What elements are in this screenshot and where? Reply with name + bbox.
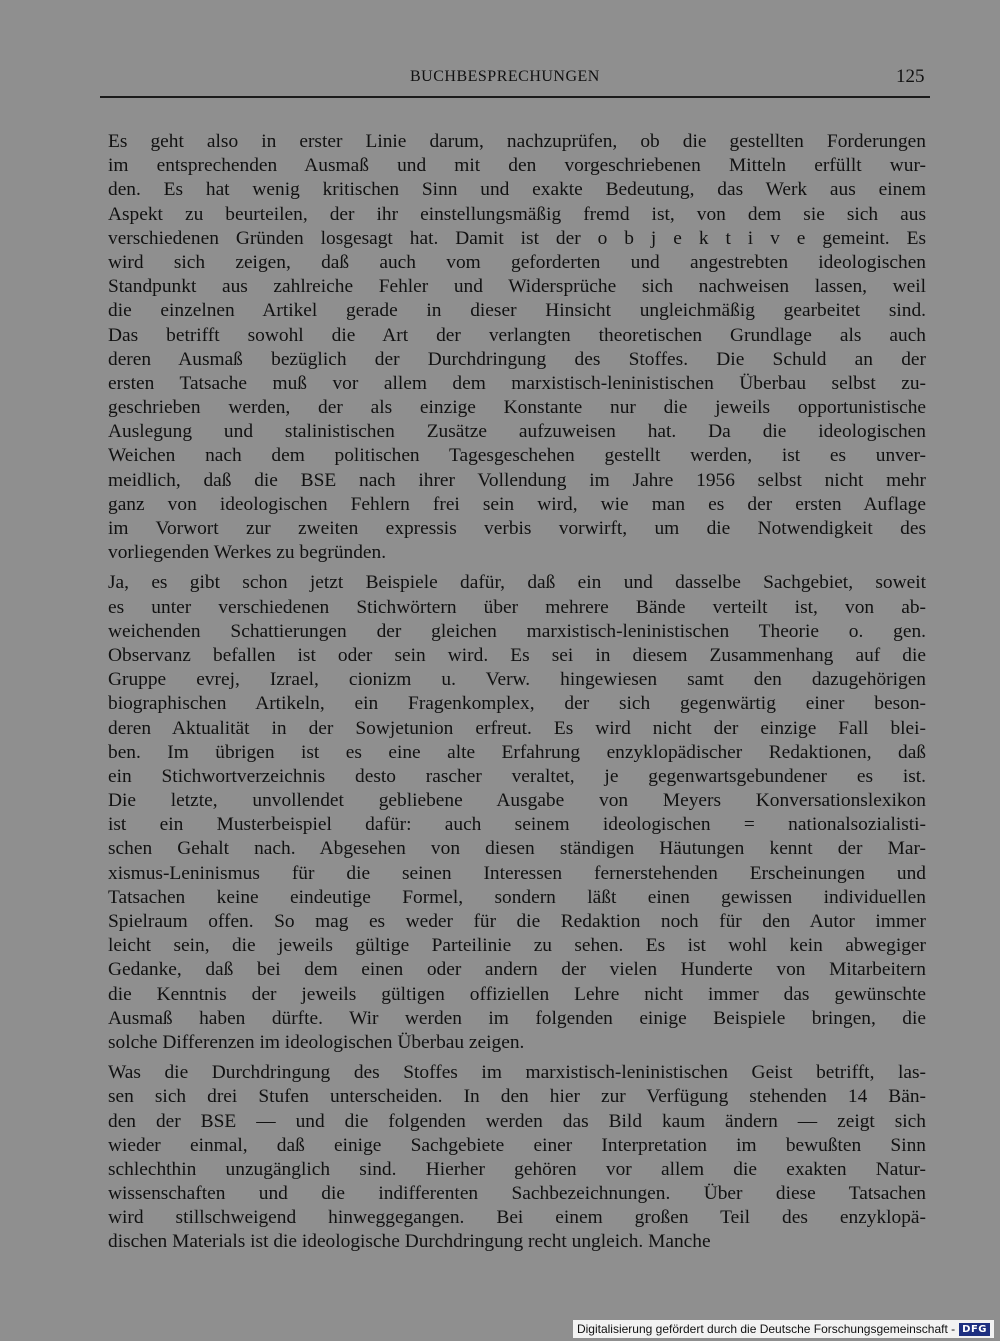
- text-line: dischen Materials ist die ideologische Durchdringung recht ungleich. Manche: [108, 1231, 711, 1253]
- text-line: biographischen Artikeln, ein Fragenkomplex, der sich gegenwärtig einer beson-: [108, 693, 926, 715]
- text-line: verschiedenen Gründen losgesagt hat. Damit ist der o b j e k t i v e gemeint. Es: [108, 227, 926, 249]
- text-line: sen sich drei Stufen unterscheiden. In den hier zur Verfügung stehenden 14 Bän-: [108, 1086, 926, 1108]
- text-line: den der BSE — und die folgenden werden das Bild kaum ändern — zeigt sich: [108, 1110, 926, 1132]
- text-line: weichenden Schattierungen der gleichen marxistisch-leninistischen Theorie o. gen.: [108, 620, 926, 642]
- running-head: [0, 68, 1000, 94]
- paragraph: [108, 130, 926, 565]
- dfg-logo-icon: DFG: [959, 1323, 990, 1336]
- text-line: ganz von ideologischen Fehlern frei sein wird, wie man es der ersten Auflage: [108, 493, 926, 515]
- text-line: schlechthin unzugänglich sind. Hierher gehören vor allem die exakten Natur-: [108, 1158, 926, 1180]
- text-line: wissenschaften und die indifferenten Sachbezeichnungen. Über diese Tatsachen: [108, 1183, 926, 1205]
- text-line: Spielraum offen. So mag es weder für die Redaktion noch für den Autor immer: [108, 911, 926, 932]
- page-number: 125: [896, 66, 925, 87]
- text-line: meidlich, daß die BSE nach ihrer Vollendung im Jahre 1956 selbst nicht mehr: [108, 469, 926, 491]
- text-line: Die letzte, unvollendet gebliebene Ausgabe von Meyers Konversationslexikon: [108, 790, 926, 812]
- text-line: ist ein Musterbeispiel dafür: auch seinem ideologischen = nationalsozialisti-: [108, 814, 926, 836]
- text-line: geschrieben werden, der als einzige Konstante nur die jeweils opportunistische: [108, 397, 926, 419]
- text-line: Es geht also in erster Linie darum, nachzuprüfen, ob die gestellten Forderungen: [108, 131, 926, 152]
- text-line: Was die Durchdringung des Stoffes im marxistisch-leninistischen Geist betrifft, las-: [108, 1062, 926, 1084]
- text-line: ben. Im übrigen ist es eine alte Erfahrung enzyklopädischer Redaktionen, daß: [108, 741, 926, 763]
- text-line: ein Stichwortverzeichnis desto rascher veraltet, je gegenwartsgebundener es ist.: [108, 765, 926, 787]
- text-line: Ja, es gibt schon jetzt Beispiele dafür, daß ein und dasselbe Sachgebiet, soweit: [108, 572, 926, 594]
- text-line: Das betrifft sowohl die Art der verlangten theoretischen Grundlage als auch: [108, 324, 926, 346]
- paragraph: [108, 1061, 926, 1255]
- text-line: leicht sein, die jeweils gültige Parteilinie zu sehen. Es ist wohl kein abwegiger: [108, 935, 926, 957]
- text-line: Auslegung und stalinistischen Zusätze aufzuweisen hat. Da die ideologischen: [108, 421, 926, 443]
- text-line: xismus-Leninismus für die seinen Interessen fernerstehenden Erscheinungen und: [108, 862, 926, 884]
- running-title: BUCHBESPRECHUNGEN: [410, 68, 600, 85]
- text-line: schen Gehalt nach. Abgesehen von diesen ständigen Häutungen kennt der Mar-: [108, 838, 926, 860]
- text-line: wird sich zeigen, daß auch vom geforderten und angestrebten ideologischen: [108, 251, 926, 273]
- text-line: Gedanke, daß bei dem einen oder andern der vielen Hunderte von Mitarbeitern: [108, 959, 926, 981]
- text-line: deren Aktualität in der Sowjetunion erfreut. Es wird nicht der einzige Fall blei-: [108, 717, 926, 739]
- text-line: wieder einmal, daß einige Sachgebiete einer Interpretation im bewußten Sinn: [108, 1134, 926, 1156]
- text-line: wird stillschweigend hinweggegangen. Bei einem großen Teil des enzyklopä-: [108, 1207, 926, 1229]
- text-line: deren Ausmaß bezüglich der Durchdringung des Stoffes. Die Schuld an der: [108, 348, 926, 370]
- text-line: solche Differenzen im ideologischen Überbau zeigen.: [108, 1031, 525, 1053]
- body-text: [108, 130, 926, 1255]
- text-line: vorliegenden Werkes zu begründen.: [108, 542, 387, 564]
- text-line: die Kenntnis der jeweils gültigen offiziellen Lehre nicht immer das gewünschte: [108, 983, 926, 1005]
- text-line: Observanz befallen ist oder sein wird. Es sei in diesem Zusammenhang auf die: [108, 644, 926, 666]
- digitization-footer: [573, 1320, 994, 1338]
- text-line: im Vorwort zur zweiten expressis verbis vorwirft, um die Notwendigkeit des: [108, 518, 926, 539]
- text-line: die einzelnen Artikel gerade in dieser Hinsicht ungleichmäßig gearbeitet sind.: [108, 300, 926, 322]
- text-line: im entsprechenden Ausmaß und mit den vorgeschriebenen Mitteln erfüllt wur-: [108, 155, 926, 177]
- text-line: ersten Tatsache muß vor allem dem marxistisch-leninistischen Überbau selbst zu-: [108, 372, 926, 394]
- header-rule: [100, 96, 930, 98]
- text-line: Aspekt zu beurteilen, der ihr einstellungsmäßig fremd ist, von dem sie sich aus: [108, 203, 926, 225]
- text-line: es unter verschiedenen Stichwörtern über mehrere Bände verteilt ist, von ab-: [108, 596, 926, 618]
- text-line: Tatsachen keine eindeutige Formel, sondern läßt einen gewissen individuellen: [108, 886, 926, 908]
- text-line: den. Es hat wenig kritischen Sinn und exakte Bedeutung, das Werk aus einem: [108, 179, 926, 201]
- text-line: Standpunkt aus zahlreiche Fehler und Widersprüche sich nachweisen lassen, weil: [108, 276, 926, 298]
- text-line: Weichen nach dem politischen Tagesgeschehen gestellt werden, ist es unver-: [108, 445, 926, 467]
- text-line: Gruppe evrej, Izrael, cionizm u. Verw. hingewiesen samt den dazugehörigen: [108, 669, 926, 691]
- text-line: Ausmaß haben dürfte. Wir werden im folgenden einige Beispiele bringen, die: [108, 1007, 926, 1029]
- paragraph: [108, 571, 926, 1055]
- footer-text: Digitalisierung gefördert durch die Deutsche Forschungsgemeinschaft -: [576, 1322, 956, 1336]
